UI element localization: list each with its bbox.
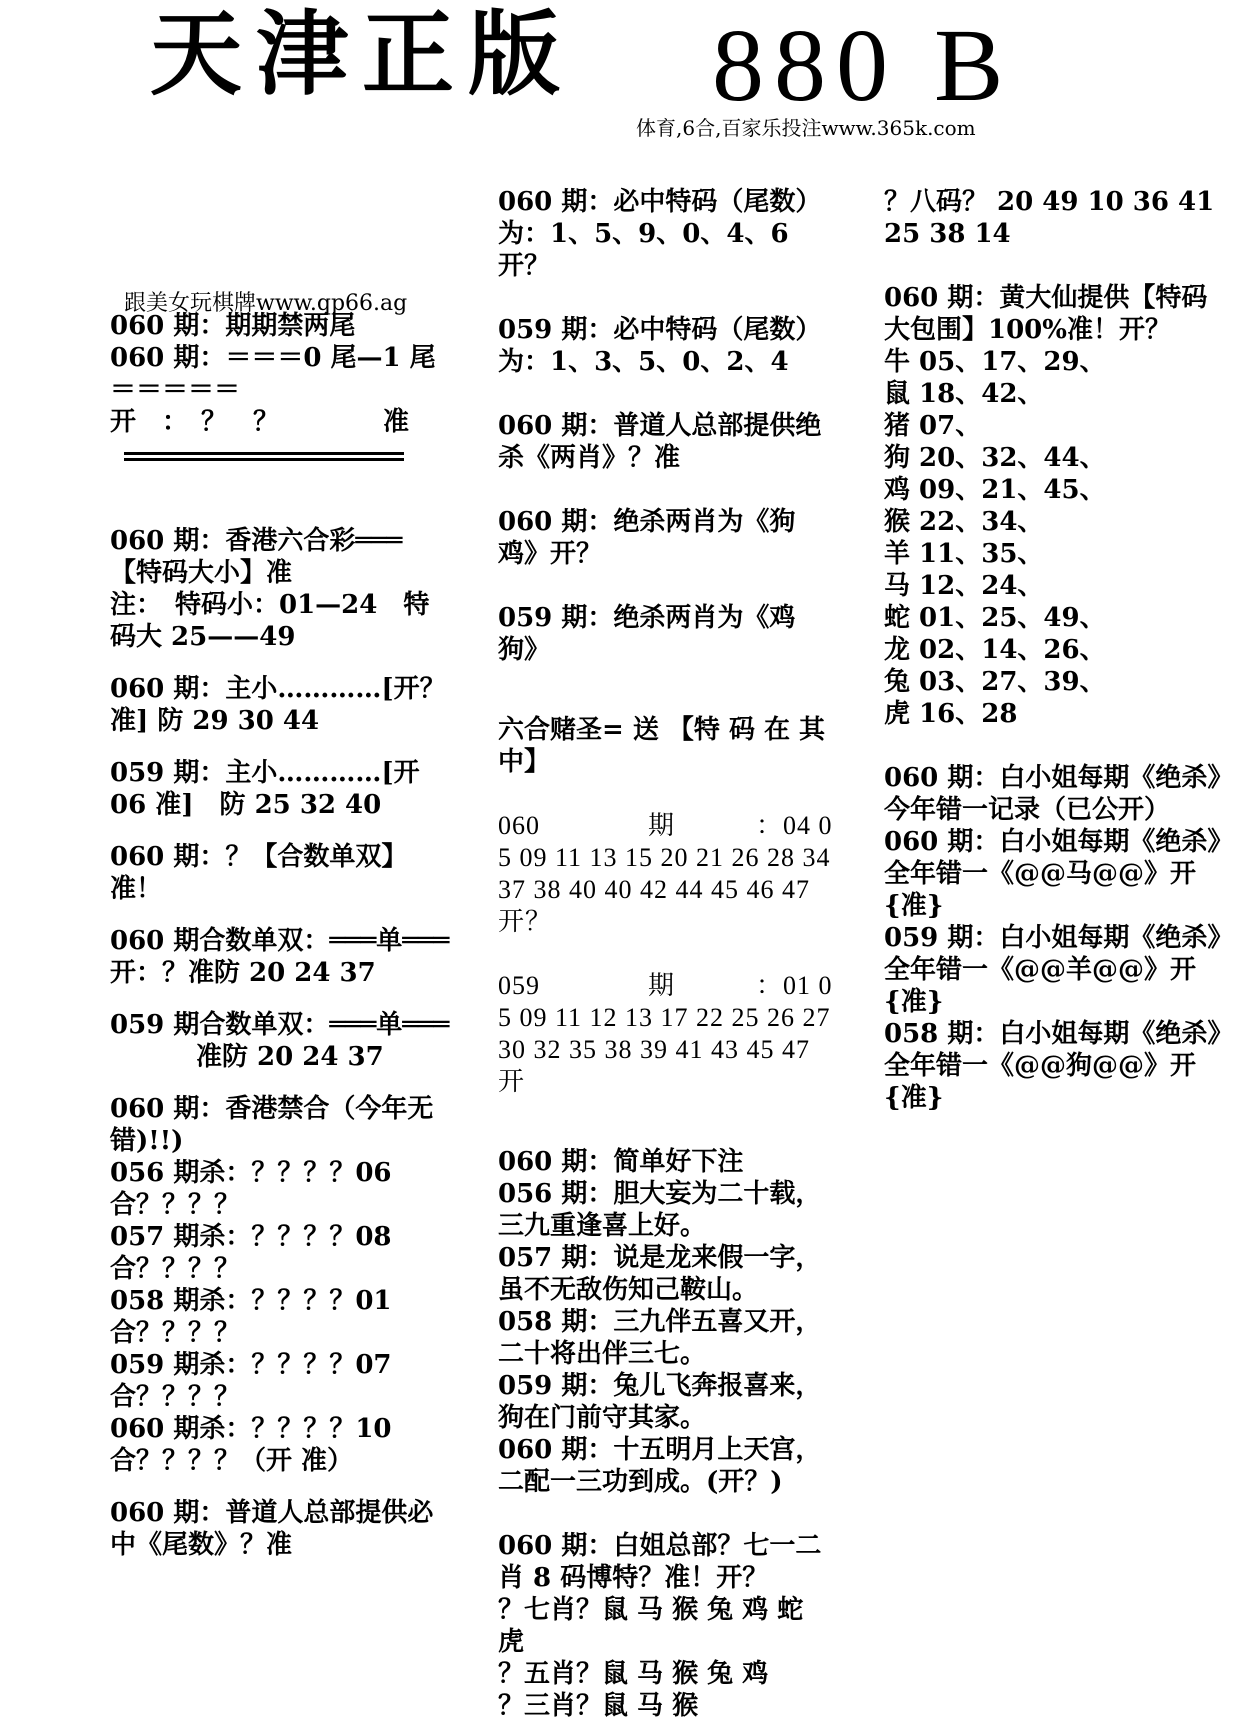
zodiac-row: 羊 11、35、 — [884, 539, 1044, 569]
text-line: 059 期 ：01 05 09 11 12 13 17 22 25 26 27 30 32 35 38 39 41 43 45 47 开 — [498, 971, 839, 1096]
zodiac-row: 猴 22、34、 — [884, 507, 1044, 537]
text-line: 056 期杀：？？？？06 合？？？？ — [110, 1158, 401, 1220]
text-line: 060 期：普道人总部提供绝杀《两肖》？准 — [498, 411, 822, 473]
zodiac-row: 鼠 18、42、 — [884, 379, 1044, 409]
text-line: 060 期杀：？？？？10 合？？？？（开 准） — [110, 1414, 401, 1476]
text-line: 058 期：白小姐每期《绝杀》全年错一《@@狗@@》开{准} — [884, 1019, 1221, 1113]
column-right — [884, 186, 1224, 1114]
zodiac-row: 狗 20、32、44、 — [884, 443, 1106, 473]
text-line: 六合赌圣= 送 【特 码 在 其 中】 — [498, 715, 835, 777]
text-line: 058 期：三九伴五喜又开，二十将出伴三七。 — [498, 1307, 822, 1369]
text-line: 060 期：简单好下注 — [498, 1147, 744, 1177]
text-line: 059 期合数单双：═══单═══ — [110, 1010, 450, 1040]
ad-link-text[interactable]: 跟美女玩棋牌www.qp66.ag — [124, 291, 408, 316]
zodiac-row: 兔 03、27、39、 — [884, 667, 1106, 697]
zodiac-row: 鸡 09、21、45、 — [884, 475, 1106, 505]
text-line: 060 期：主小…………[开？准] 防 29 30 44 — [110, 674, 446, 736]
text-line: 060 期：白小姐每期《绝杀》今年错一记录（已公开） — [884, 763, 1221, 825]
text-line: 060 期：十五明月上天宫，二配一三功到成。(开？) — [498, 1435, 822, 1497]
text-line: 059 期：绝杀两肖为《鸡 狗》 — [498, 603, 805, 665]
text-line: 060 期：普道人总部提供必中《尾数》？准 — [110, 1498, 434, 1560]
text-line: 060 期：必中特码（尾数）为：1、5、9、0、4、6 开？ — [498, 187, 822, 281]
text-line: 060 期 ：04 05 09 11 13 15 20 21 26 28 34 37 38 40 40 42 44 45 46 47 开？ — [498, 811, 839, 936]
text-line: 060 期合数单双：═══单═══开：？准防 20 24 37 — [110, 926, 450, 988]
text-line: 060 期：＝＝＝0 尾—1 尾＝＝＝＝＝ — [110, 343, 436, 405]
text-line: 056 期：胆大妄为二十载，三九重逢喜上好。 — [498, 1179, 822, 1241]
column-middle — [498, 186, 838, 1722]
header-subtitle: 体育,6合,百家乐投注www.365k.com — [636, 116, 976, 140]
text-line: 060 期：白姐总部？七一二肖 8 码博特？准！开？ — [498, 1531, 822, 1593]
text-line: 059 期：兔儿飞奔报喜来，狗在门前守其家。 — [498, 1371, 822, 1433]
text-line: ？七肖？鼠 马 猴 兔 鸡 蛇 虎 — [498, 1595, 813, 1657]
text-line: 060 期：？【合数单双】准！ — [110, 842, 408, 904]
zodiac-row: 龙 02、14、26、 — [884, 635, 1106, 665]
zodiac-row: 牛 05、17、29、 — [884, 347, 1106, 377]
zodiac-row: 马 12、24、 — [884, 571, 1044, 601]
text-line: 060 期：白小姐每期《绝杀》全年错一《@@马@@》开{准} — [884, 827, 1221, 921]
text-line: 注： 特码小：01—24 特码大 25——49 — [110, 590, 430, 652]
zodiac-row: 虎 16、28 — [884, 699, 1018, 729]
text-line: 060 期：香港六合彩═══ 【特码大小】准 — [110, 526, 412, 588]
text-line: 060 期：绝杀两肖为《狗 鸡》开？ — [498, 507, 805, 569]
zodiac-row: 猪 07、 — [884, 411, 982, 441]
page-title: 天津正版 — [150, 0, 575, 108]
text-line: ？八码？ 20 49 10 36 41 25 38 14 — [884, 187, 1224, 249]
text-line: 060 期：香港禁合（今年无错)!!) — [110, 1094, 434, 1156]
text-line: 059 期：白小姐每期《绝杀》全年错一《@@羊@@》开{准} — [884, 923, 1221, 1017]
column-left — [110, 310, 450, 1561]
text-line: 058 期杀：？？？？01 合？？？？ — [110, 1286, 401, 1348]
text-line: ？五肖？鼠 马 猴 兔 鸡 — [498, 1659, 769, 1689]
text-line: 开 ： ？ ？ 准 — [110, 407, 410, 437]
text-line: 060 期：期期禁两尾 — [110, 311, 356, 341]
issue-code: 880 B — [712, 8, 1014, 123]
text-line: 059 期杀：？？？？07 合？？？？ — [110, 1350, 401, 1412]
text-line: 057 期杀：？？？？08 合？？？？ — [110, 1222, 401, 1284]
text-line: 准防 20 24 37 — [196, 1042, 384, 1072]
text-line: 059 期：主小…………[开 06 准] 防 25 32 40 — [110, 758, 446, 820]
text-line: 059 期：必中特码（尾数）为：1、3、5、0、2、4 — [498, 315, 822, 377]
zodiac-row: 蛇 01、25、49、 — [884, 603, 1106, 633]
text-line: 057 期：说是龙来假一字，虽不无敌伤知己鞍山。 — [498, 1243, 822, 1305]
text-line: ？三肖？鼠 马 猴 — [498, 1691, 699, 1721]
double-rule-divider — [124, 452, 404, 461]
text-line: 060 期：黄大仙提供【特码大包围】100%准！开？ — [884, 283, 1208, 345]
